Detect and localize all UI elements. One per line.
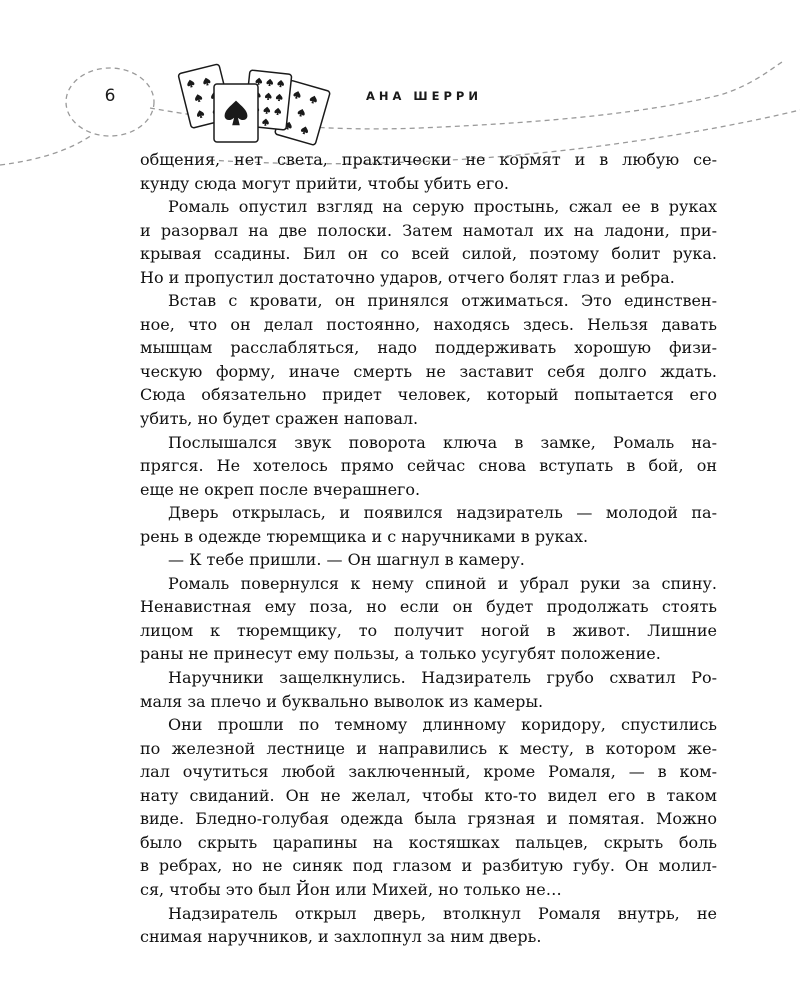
text-line: крывая ссадины. Бил он со всей силой, поэтому болит рука.: [140, 244, 717, 264]
playing-cards-icon: [178, 64, 330, 146]
text-line: Дверь открылась, и появился надзиратель — молодой па-: [168, 503, 717, 523]
text-line: Ромаль опустил взгляд на серую простынь, сжал ее в руках: [168, 197, 717, 217]
text-line: по железной лестнице и направились к месту, в котором же-: [140, 738, 717, 758]
text-line: в ребрах, но не синяк под глазом и разбитую губу. Он молил-: [140, 856, 717, 876]
text-line: нату свиданий. Он не желал, чтобы кто-то видел его в таком: [140, 785, 717, 805]
text-line: снимая наручников, и захлопнул за ним дверь.: [140, 927, 542, 947]
running-head-author: АНА ШЕРРИ: [366, 89, 482, 103]
text-line: раны не принесут ему пользы, а только усугубят положение.: [140, 644, 661, 664]
text-line: мышцам расслабляться, надо поддерживать хорошую физи-: [140, 338, 717, 358]
text-line: лицом к тюремщику, то получит ногой в живот. Лишние: [140, 620, 717, 640]
text-line: Сюда обязательно придет человек, который попытается его: [140, 385, 717, 405]
text-line: ческую форму, иначе смерть не заставит себя долго ждать.: [140, 361, 717, 381]
dashed-flourish-left: [0, 135, 92, 165]
text-line: прягся. Не хотелось прямо сейчас снова вступать в бой, он: [140, 456, 717, 476]
text-line: — К тебе пришли. — Он шагнул в камеру.: [168, 550, 525, 570]
text-line: виде. Бледно-голубая одежда была грязная и помятая. Можно: [140, 809, 717, 829]
page-number: 6: [104, 86, 116, 106]
text-line: ное, что он делал постоянно, находясь здесь. Нельзя давать: [140, 314, 717, 334]
text-line: Послышался звук поворота ключа в замке, Ромаль на-: [168, 432, 717, 452]
text-line: Но и пропустил достаточно ударов, отчего болят глаз и ребра.: [140, 267, 675, 287]
text-line: маля за плечо и буквально выволок из камеры.: [140, 691, 544, 711]
text-line: кунду сюда могут прийти, чтобы убить его.: [140, 173, 509, 193]
text-line: убить, но будет сражен наповал.: [140, 409, 419, 429]
text-line: лал очутиться любой заключенный, кроме Ромаля, — в ком-: [140, 762, 717, 782]
text-line: Надзиратель открыл дверь, втолкнул Ромаля внутрь, не: [168, 903, 717, 923]
text-line: Встав с кровати, он принялся отжиматься. Это единствен-: [168, 291, 717, 311]
text-line: Ромаль повернулся к нему спиной и убрал руки за спину.: [168, 573, 717, 593]
text-line: Они прошли по темному длинному коридору, спустились: [168, 715, 717, 735]
text-line: ся, чтобы это был Йон или Михей, но только не…: [140, 879, 562, 899]
text-line: общения, нет света, практически не кормят и в любую се-: [140, 150, 717, 169]
text-line: Наручники защелкнулись. Надзиратель грубо схватил Ро-: [168, 668, 717, 688]
text-line: и разорвал на две полоски. Затем намотал их на ладони, при-: [140, 220, 717, 240]
text-line: еще не окреп после вчерашнего.: [140, 479, 421, 499]
text-line: рень в одежде тюремщика и с наручниками в руках.: [140, 526, 589, 546]
body-text: [140, 148, 717, 949]
text-line: Ненавистная ему поза, но если он будет продолжать стоять: [140, 597, 717, 617]
text-line: было скрыть царапины на костяшках пальцев, скрыть боль: [140, 832, 717, 852]
